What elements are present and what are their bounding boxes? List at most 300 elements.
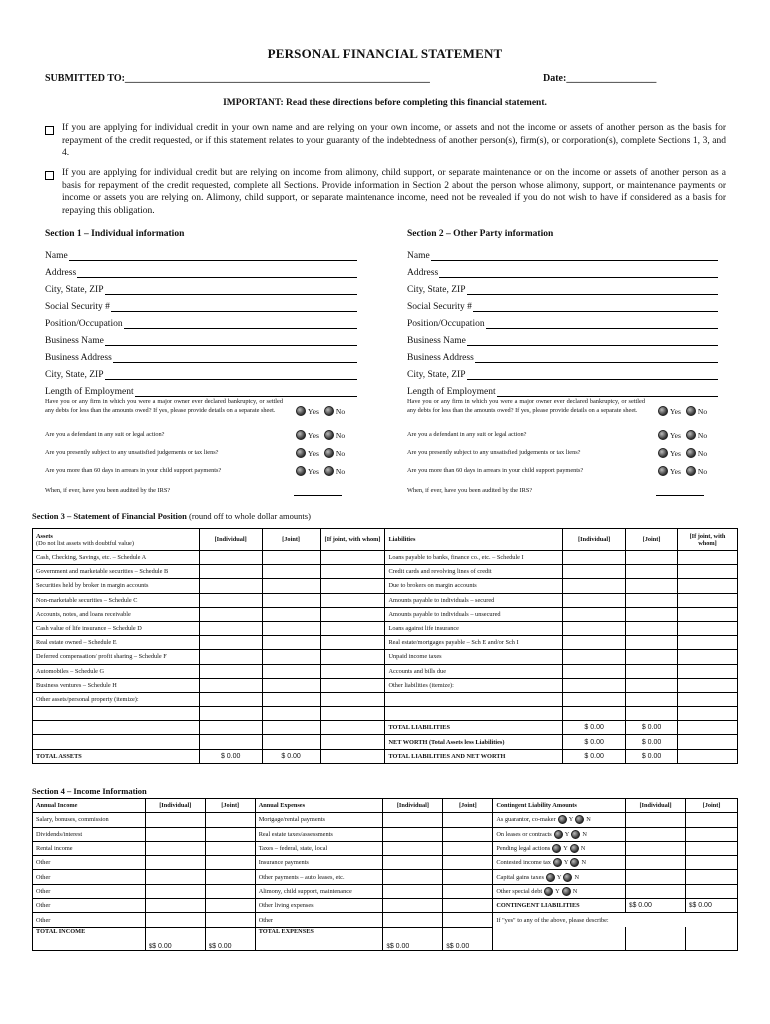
contingent-individual-cell[interactable] <box>626 884 686 898</box>
liability-individual-cell[interactable] <box>563 593 626 607</box>
col-individual: [Individual] <box>145 799 205 813</box>
income-individual-cell[interactable] <box>145 870 205 884</box>
contingent-joint-cell[interactable] <box>686 884 738 898</box>
contingent-joint-cell[interactable] <box>686 841 738 855</box>
s1-business-city-field[interactable] <box>45 363 357 380</box>
contingent-label: Capital gains taxes <box>496 873 544 881</box>
yes-label: Yes <box>308 430 319 440</box>
dollar-sign: $ <box>689 903 693 910</box>
radio-no[interactable] <box>324 448 334 458</box>
field-label: Position/Occupation <box>45 319 123 329</box>
radio-yes[interactable] <box>658 448 668 458</box>
asset-if-joint-cell[interactable] <box>320 692 385 706</box>
radio-no[interactable] <box>686 430 696 440</box>
asset-label: Other assets/personal property (itemize): <box>33 692 200 706</box>
total-liab-net-joint[interactable]: $ 0.00 <box>626 749 678 763</box>
income-individual-cell[interactable] <box>145 813 205 827</box>
cell[interactable] <box>199 721 262 735</box>
asset-joint-cell[interactable] <box>262 593 320 607</box>
liability-label: Due to brokers on margin accounts <box>385 579 563 593</box>
n-label: N <box>574 873 580 881</box>
asset-if-joint-cell[interactable] <box>320 593 385 607</box>
s2-ssn-field[interactable] <box>407 295 718 312</box>
income-individual-cell[interactable] <box>145 899 205 913</box>
expense-label: Mortgage/rental payments <box>255 813 383 827</box>
s1-ssn-field[interactable] <box>45 295 357 312</box>
field-line[interactable] <box>473 302 718 312</box>
s2-name-field[interactable] <box>407 244 718 261</box>
asset-individual-cell[interactable] <box>199 607 262 621</box>
asset-individual-cell[interactable] <box>199 565 262 579</box>
radio-y[interactable] <box>544 887 553 896</box>
contingent-item[interactable] <box>493 856 626 870</box>
contingent-total-joint[interactable] <box>686 899 738 913</box>
yes-no-radio-group[interactable] <box>544 887 577 896</box>
cell[interactable] <box>199 735 262 749</box>
asset-individual-cell[interactable] <box>199 551 262 565</box>
col-joint: [Joint] <box>443 799 493 813</box>
liability-label: Amounts payable to individuals – secured <box>385 593 563 607</box>
cell[interactable] <box>320 735 385 749</box>
asset-if-joint-cell[interactable] <box>320 664 385 678</box>
expense-joint-cell[interactable] <box>443 899 493 913</box>
option2-text: If you are applying for individual credit but are relying on income from alimony, child support, or separate maintenance or on the income or assets of another person as a basis for repayment of the credit requested, complete all Sections. Provide information in Section 2 about the person whose alimony, support, or maintenance payments or income or assets you are relying on. Alimony, child support, or separate maintenance income, need not be revealed if you do not wish to have if considered as a basis for repaying this obligation. <box>62 168 726 216</box>
expense-joint-cell[interactable] <box>443 870 493 884</box>
expense-label: Taxes – federal, state, local <box>255 841 383 855</box>
no-label: No <box>697 466 708 476</box>
s1-business-name-field[interactable] <box>45 329 357 346</box>
cell[interactable] <box>33 721 200 735</box>
table-row <box>33 664 738 678</box>
asset-joint-cell[interactable] <box>262 607 320 621</box>
field-line[interactable] <box>497 387 718 397</box>
cell[interactable] <box>385 692 563 706</box>
liability-joint-cell[interactable] <box>626 565 678 579</box>
contingent-joint-cell[interactable] <box>686 870 738 884</box>
total-assets-joint[interactable]: $ 0.00 <box>262 749 320 763</box>
s1-business-address-field[interactable] <box>45 346 357 363</box>
field-line[interactable] <box>467 336 718 346</box>
col-individual: [Individual] <box>626 799 686 813</box>
asset-individual-cell[interactable] <box>199 707 262 721</box>
s2-irs-field[interactable] <box>656 489 704 496</box>
total-assets-individual[interactable]: $ 0.00 <box>199 749 262 763</box>
income-joint-cell[interactable] <box>205 884 255 898</box>
s1-name-field[interactable] <box>45 244 357 261</box>
if-yes-describe[interactable]: If "yes" to any of the above, please describe: <box>493 913 738 927</box>
liability-individual-cell[interactable] <box>563 551 626 565</box>
s2-city-field[interactable] <box>407 278 718 295</box>
asset-label: Cash, Checking, Savings, etc. – Schedule A <box>33 551 200 565</box>
radio-y[interactable] <box>553 858 562 867</box>
asset-individual-cell[interactable] <box>199 692 262 706</box>
radio-n[interactable] <box>575 815 584 824</box>
radio-n[interactable] <box>570 858 579 867</box>
yes-no-radio-group[interactable] <box>546 873 579 882</box>
cell[interactable] <box>678 735 738 749</box>
s1-q4-yesno[interactable] <box>296 466 345 476</box>
yes-no-radio-group[interactable] <box>554 830 587 839</box>
contingent-item[interactable] <box>493 841 626 855</box>
asset-if-joint-cell[interactable] <box>320 565 385 579</box>
asset-joint-cell[interactable] <box>262 621 320 635</box>
radio-y[interactable] <box>546 873 555 882</box>
s2-business-name-field[interactable] <box>407 329 718 346</box>
s1-position-field[interactable] <box>45 312 357 329</box>
contingent-individual-cell[interactable] <box>626 856 686 870</box>
s1-address-field[interactable] <box>45 261 357 278</box>
no-label: No <box>697 448 708 458</box>
cell[interactable] <box>678 749 738 763</box>
liability-joint-cell[interactable] <box>626 593 678 607</box>
asset-joint-cell[interactable] <box>262 692 320 706</box>
contingent-item[interactable] <box>493 884 626 898</box>
annual-income-header: Annual Income <box>33 799 146 813</box>
s2-q-arrears: Are you more than 60 days in arrears in your child support payments? <box>407 467 584 474</box>
expense-joint-cell[interactable] <box>443 841 493 855</box>
yes-no-radio-group[interactable] <box>552 844 585 853</box>
table-row <box>33 636 738 650</box>
s2-q-bankruptcy: Have you or any firm in which you were a major owner ever declared bankruptcy, or settled any debts for less than the amounts owed? If yes, please provide details on a separate sheet. <box>407 398 645 414</box>
radio-no[interactable] <box>686 466 696 476</box>
asset-if-joint-cell[interactable] <box>320 707 385 721</box>
radio-yes[interactable] <box>296 466 306 476</box>
expense-individual-cell[interactable] <box>383 870 443 884</box>
income-label: Other <box>33 913 146 927</box>
field-line[interactable] <box>135 387 357 397</box>
yes-no-radio-group[interactable] <box>553 858 586 867</box>
field-label: Social Security # <box>407 302 472 312</box>
asset-joint-cell[interactable] <box>262 707 320 721</box>
asset-if-joint-cell[interactable] <box>320 621 385 635</box>
expense-joint-cell[interactable] <box>443 813 493 827</box>
income-joint-cell[interactable] <box>205 827 255 841</box>
liability-individual-cell[interactable] <box>563 678 626 692</box>
s1-length-field[interactable] <box>45 380 357 397</box>
field-line[interactable] <box>431 251 718 261</box>
contingent-individual-cell[interactable] <box>626 870 686 884</box>
liability-if-joint-cell[interactable] <box>678 692 738 706</box>
field-line[interactable] <box>69 251 357 261</box>
radio-n[interactable] <box>562 887 571 896</box>
s2-q-irs: When, if ever, have you been audited by the IRS? <box>407 487 533 494</box>
contingent-label: Pending legal actions <box>496 844 551 852</box>
s2-position-field[interactable] <box>407 312 718 329</box>
important-notice: IMPORTANT: Read these directions before completing this financial statement. <box>223 98 547 108</box>
asset-joint-cell[interactable] <box>262 650 320 664</box>
liability-joint-cell[interactable] <box>626 636 678 650</box>
option2-checkbox[interactable] <box>45 171 54 180</box>
liability-if-joint-cell[interactable] <box>678 664 738 678</box>
cell <box>686 927 738 950</box>
expense-individual-cell[interactable] <box>383 813 443 827</box>
liability-if-joint-cell[interactable] <box>678 678 738 692</box>
liability-if-joint-cell[interactable] <box>678 593 738 607</box>
cell[interactable] <box>678 721 738 735</box>
liability-joint-cell[interactable] <box>626 551 678 565</box>
asset-if-joint-cell[interactable] <box>320 579 385 593</box>
total-income-individual[interactable] <box>145 927 205 950</box>
s2-length-field[interactable] <box>407 380 718 397</box>
income-label: Salary, bonuses, commission <box>33 813 146 827</box>
table-row <box>33 841 738 855</box>
asset-if-joint-cell[interactable] <box>320 636 385 650</box>
y-label: Y <box>568 816 574 824</box>
col-if-joint: [If joint, with whom] <box>320 529 385 551</box>
asset-if-joint-cell[interactable] <box>320 551 385 565</box>
asset-label: Automobiles – Schedule G <box>33 664 200 678</box>
expense-label: Other living expenses <box>255 899 383 913</box>
s2-address-field[interactable] <box>407 261 718 278</box>
liability-individual-cell[interactable] <box>563 579 626 593</box>
liability-joint-cell[interactable] <box>626 607 678 621</box>
table-row <box>33 899 738 913</box>
expense-joint-cell[interactable] <box>443 913 493 927</box>
s1-q2-yesno[interactable] <box>296 430 345 440</box>
asset-individual-cell[interactable] <box>199 579 262 593</box>
contingent-joint-cell[interactable] <box>686 813 738 827</box>
contingent-joint-cell[interactable] <box>686 856 738 870</box>
contingent-item[interactable] <box>493 870 626 884</box>
contingent-joint-cell[interactable] <box>686 827 738 841</box>
radio-y[interactable] <box>558 815 567 824</box>
income-joint-cell[interactable] <box>205 899 255 913</box>
radio-yes[interactable] <box>658 406 668 416</box>
asset-if-joint-cell[interactable] <box>320 607 385 621</box>
income-joint-cell[interactable] <box>205 841 255 855</box>
income-label: Dividends/interest <box>33 827 146 841</box>
contingent-individual-cell[interactable] <box>626 813 686 827</box>
yes-no-radio-group[interactable] <box>558 815 591 824</box>
net-worth-individual[interactable]: $ 0.00 <box>563 735 626 749</box>
cell[interactable] <box>262 735 320 749</box>
liability-individual-cell[interactable] <box>563 636 626 650</box>
radio-no[interactable] <box>686 448 696 458</box>
contingent-item[interactable] <box>493 827 626 841</box>
table-row <box>33 607 738 621</box>
field-line[interactable] <box>486 319 718 329</box>
section1-fields <box>45 244 357 397</box>
col-joint: [Joint] <box>205 799 255 813</box>
asset-label: Government and marketable securities – Schedule B <box>33 565 200 579</box>
field-line[interactable] <box>439 268 718 278</box>
table-row <box>33 813 738 827</box>
field-line[interactable] <box>77 268 357 278</box>
liability-individual-cell[interactable] <box>563 607 626 621</box>
yes-label: Yes <box>670 406 681 416</box>
asset-individual-cell[interactable] <box>199 621 262 635</box>
field-label: Business Address <box>407 353 474 363</box>
asset-individual-cell[interactable] <box>199 664 262 678</box>
contingent-individual-cell[interactable] <box>626 827 686 841</box>
income-individual-cell[interactable] <box>145 884 205 898</box>
radio-yes[interactable] <box>658 430 668 440</box>
liability-individual-cell[interactable] <box>563 565 626 579</box>
field-line[interactable] <box>105 285 358 295</box>
income-individual-cell[interactable] <box>145 827 205 841</box>
liability-if-joint-cell[interactable] <box>678 607 738 621</box>
income-individual-cell[interactable] <box>145 856 205 870</box>
total-income-joint[interactable] <box>205 927 255 950</box>
contingent-individual-cell[interactable] <box>626 841 686 855</box>
liability-if-joint-cell[interactable] <box>678 636 738 650</box>
expense-joint-cell[interactable] <box>443 827 493 841</box>
asset-joint-cell[interactable] <box>262 664 320 678</box>
yes-label: Yes <box>670 448 681 458</box>
n-label: N <box>581 859 587 867</box>
liability-if-joint-cell[interactable] <box>678 707 738 721</box>
liability-if-joint-cell[interactable] <box>678 650 738 664</box>
cell[interactable] <box>320 749 385 763</box>
radio-n[interactable] <box>571 830 580 839</box>
liability-label: Other liabilities (itemize): <box>385 678 563 692</box>
total-liabilities-individual[interactable]: $ 0.00 <box>563 721 626 735</box>
table-row <box>33 579 738 593</box>
assets-header: Assets <box>36 532 53 540</box>
radio-n[interactable] <box>563 873 572 882</box>
col-joint: [Joint] <box>626 529 678 551</box>
total-liabilities-joint[interactable]: $ 0.00 <box>626 721 678 735</box>
income-joint-cell[interactable] <box>205 813 255 827</box>
expense-individual-cell[interactable] <box>383 856 443 870</box>
liability-if-joint-cell[interactable] <box>678 621 738 635</box>
field-line[interactable] <box>475 353 718 363</box>
section2-heading: Section 2 – Other Party information <box>407 229 554 239</box>
s2-q1-yesno[interactable] <box>658 406 707 416</box>
expense-individual-cell[interactable] <box>383 827 443 841</box>
radio-no[interactable] <box>324 430 334 440</box>
dollar-sign: $ <box>386 943 390 950</box>
radio-y[interactable] <box>552 844 561 853</box>
asset-joint-cell[interactable] <box>262 636 320 650</box>
asset-if-joint-cell[interactable] <box>320 678 385 692</box>
liability-individual-cell[interactable] <box>563 707 626 721</box>
radio-yes[interactable] <box>296 430 306 440</box>
liability-joint-cell[interactable] <box>626 707 678 721</box>
asset-individual-cell[interactable] <box>199 650 262 664</box>
field-line[interactable] <box>105 370 358 380</box>
field-label: Position/Occupation <box>407 319 485 329</box>
expense-individual-cell[interactable] <box>383 913 443 927</box>
asset-individual-cell[interactable] <box>199 636 262 650</box>
radio-n[interactable] <box>570 844 579 853</box>
radio-y[interactable] <box>554 830 563 839</box>
radio-no[interactable] <box>324 406 334 416</box>
asset-joint-cell[interactable] <box>262 678 320 692</box>
liability-individual-cell[interactable] <box>563 692 626 706</box>
date-field[interactable]: Date:__________________ <box>543 73 657 84</box>
section3-title: Section 3 – Statement of Financial Position <box>32 511 187 521</box>
radio-yes[interactable] <box>296 406 306 416</box>
field-label: Address <box>407 268 439 278</box>
field-line[interactable] <box>467 370 719 380</box>
field-line[interactable] <box>111 302 357 312</box>
table-row <box>33 749 738 763</box>
income-joint-cell[interactable] <box>205 913 255 927</box>
liability-individual-cell[interactable] <box>563 664 626 678</box>
asset-joint-cell[interactable] <box>262 565 320 579</box>
radio-yes[interactable] <box>658 466 668 476</box>
radio-yes[interactable] <box>296 448 306 458</box>
field-label: Address <box>45 268 77 278</box>
expense-individual-cell[interactable] <box>383 884 443 898</box>
liability-label: Real estate/mortgages payable – Sch E and/or Sch I <box>385 636 563 650</box>
liability-joint-cell[interactable] <box>626 692 678 706</box>
liability-joint-cell[interactable] <box>626 650 678 664</box>
asset-individual-cell[interactable] <box>199 678 262 692</box>
expense-joint-cell[interactable] <box>443 856 493 870</box>
contingent-item[interactable] <box>493 813 626 827</box>
liability-individual-cell[interactable] <box>563 621 626 635</box>
total-expenses-joint[interactable] <box>443 927 493 950</box>
s1-city-field[interactable] <box>45 278 357 295</box>
income-joint-cell[interactable] <box>205 856 255 870</box>
income-individual-cell[interactable] <box>145 913 205 927</box>
expense-joint-cell[interactable] <box>443 884 493 898</box>
liability-if-joint-cell[interactable] <box>678 551 738 565</box>
expense-individual-cell[interactable] <box>383 841 443 855</box>
expense-label: Other <box>255 913 383 927</box>
liability-individual-cell[interactable] <box>563 650 626 664</box>
liability-joint-cell[interactable] <box>626 621 678 635</box>
liability-if-joint-cell[interactable] <box>678 579 738 593</box>
cell[interactable] <box>320 721 385 735</box>
income-label: Other <box>33 884 146 898</box>
income-label: Rental income <box>33 841 146 855</box>
table-row <box>33 735 738 749</box>
no-label: No <box>697 430 708 440</box>
income-joint-cell[interactable] <box>205 870 255 884</box>
contingent-total-individual[interactable] <box>626 899 686 913</box>
radio-no[interactable] <box>686 406 696 416</box>
field-line[interactable] <box>467 285 719 295</box>
s2-q-judgements: Are you presently subject to any unsatisfied judgements or tax liens? <box>407 449 581 456</box>
net-worth-joint[interactable]: $ 0.00 <box>626 735 678 749</box>
cell[interactable] <box>385 707 563 721</box>
asset-joint-cell[interactable] <box>262 551 320 565</box>
asset-joint-cell[interactable] <box>262 579 320 593</box>
s2-q2-yesno[interactable] <box>658 430 707 440</box>
s2-business-address-field[interactable] <box>407 346 718 363</box>
expense-individual-cell[interactable] <box>383 899 443 913</box>
value: $ 0.00 <box>692 902 712 910</box>
field-line[interactable] <box>113 353 357 363</box>
cell[interactable] <box>33 735 200 749</box>
field-line[interactable] <box>124 319 357 329</box>
s1-q1-yesno[interactable] <box>296 406 345 416</box>
s2-business-city-field[interactable] <box>407 363 718 380</box>
s1-irs-field[interactable] <box>294 489 342 496</box>
s2-q4-yesno[interactable] <box>658 466 707 476</box>
liability-joint-cell[interactable] <box>626 678 678 692</box>
s2-q3-yesno[interactable] <box>658 448 707 458</box>
liability-joint-cell[interactable] <box>626 579 678 593</box>
total-liab-net-individual[interactable]: $ 0.00 <box>563 749 626 763</box>
liability-joint-cell[interactable] <box>626 664 678 678</box>
asset-if-joint-cell[interactable] <box>320 650 385 664</box>
s1-q3-yesno[interactable] <box>296 448 345 458</box>
income-individual-cell[interactable] <box>145 841 205 855</box>
cell[interactable] <box>262 721 320 735</box>
liability-if-joint-cell[interactable] <box>678 565 738 579</box>
radio-no[interactable] <box>324 466 334 476</box>
submitted-to-field[interactable]: SUBMITTED TO:_____________________________________________________________ <box>45 73 430 84</box>
cell[interactable] <box>33 707 200 721</box>
asset-individual-cell[interactable] <box>199 593 262 607</box>
total-expenses-individual[interactable] <box>383 927 443 950</box>
option1-checkbox[interactable] <box>45 126 54 135</box>
field-line[interactable] <box>105 336 357 346</box>
